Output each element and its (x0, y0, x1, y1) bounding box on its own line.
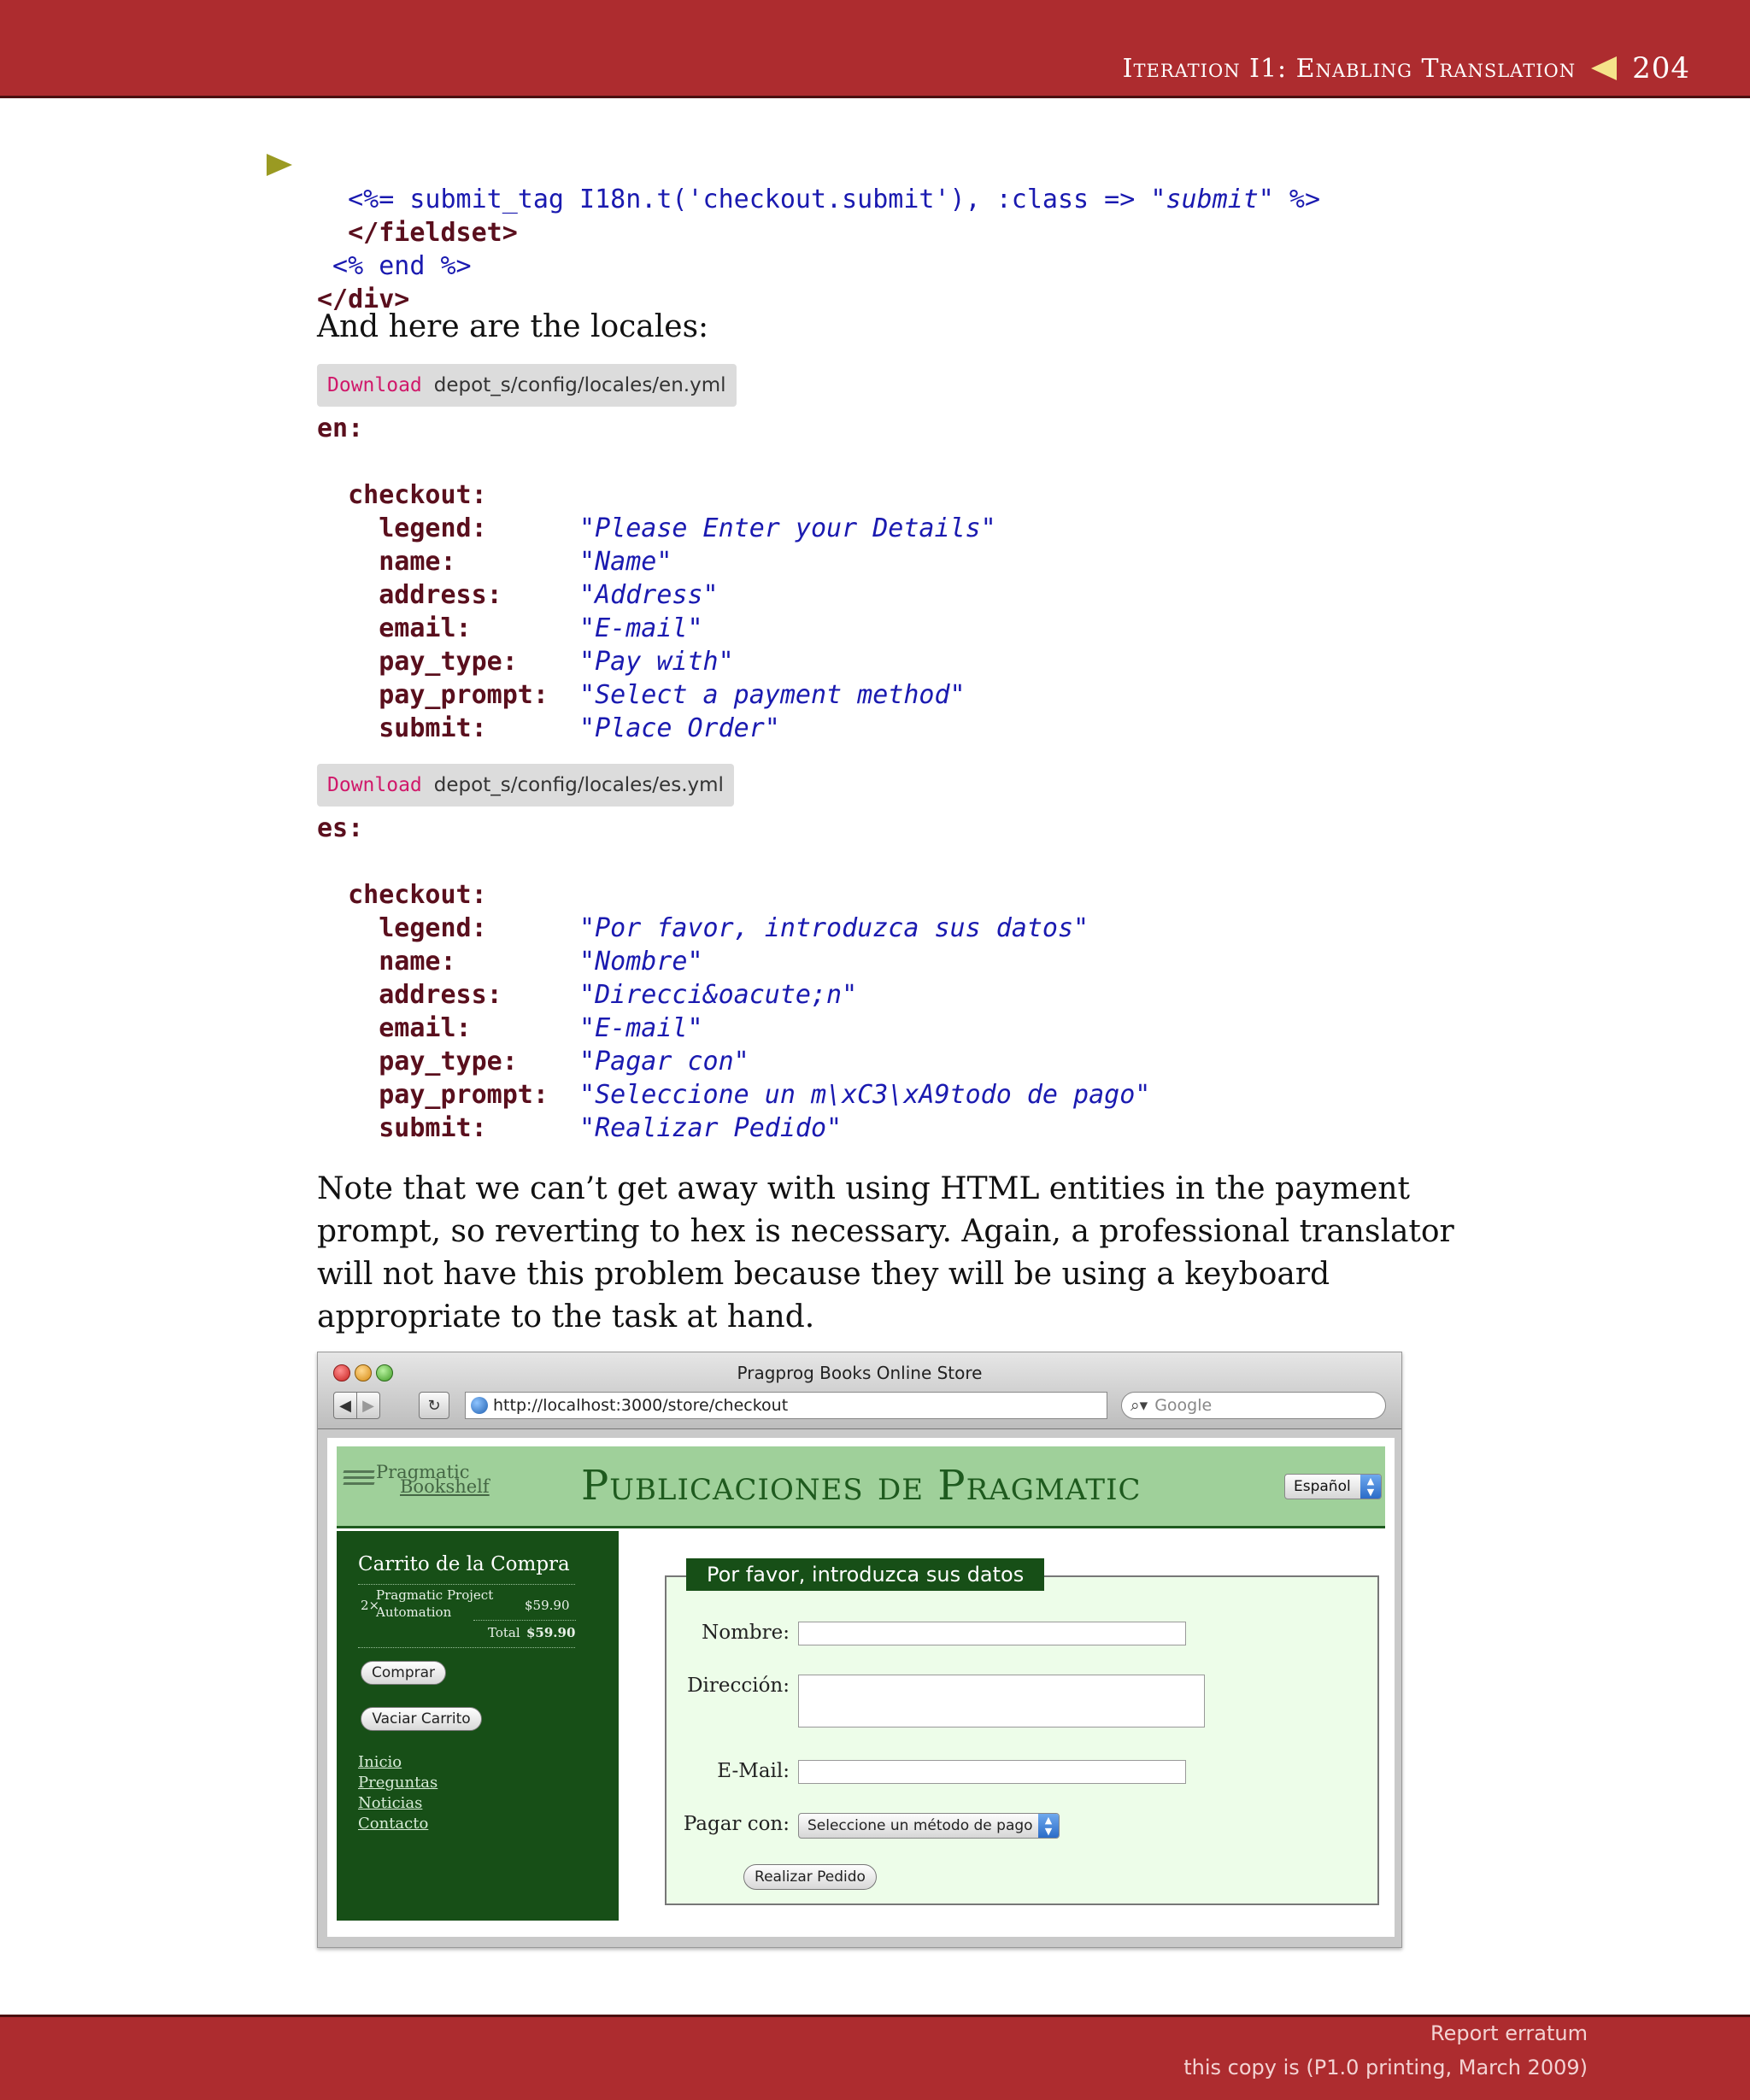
logo-line: Bookshelf (400, 1476, 490, 1497)
download-path[interactable]: depot_s/config/locales/en.yml (433, 374, 726, 396)
yaml-value: "Seleccione un m\xC3\xA9todo de pago" (579, 1080, 1151, 1110)
code-line: </div> (317, 284, 410, 314)
book-icon (344, 1470, 374, 1494)
download-label[interactable]: Download (327, 374, 422, 396)
yaml-entry (317, 978, 1150, 1012)
store-banner (337, 1446, 1385, 1528)
divider (358, 1584, 575, 1585)
cart-title: Carrito de la Compra (358, 1553, 570, 1575)
nav-link-inicio[interactable]: Inicio (358, 1753, 402, 1771)
yaml-entry (317, 945, 1150, 978)
address-label: Dirección: (687, 1675, 790, 1697)
yaml-key: email: (379, 613, 472, 643)
previous-page-icon[interactable] (1591, 56, 1617, 80)
yaml-entry (317, 578, 996, 612)
yaml-entry (317, 1112, 1150, 1145)
yaml-group (317, 478, 996, 512)
yaml-key: checkout: (348, 880, 487, 910)
empty-cart-button[interactable]: Vaciar Carrito (361, 1707, 482, 1731)
cart-item-line: Pragmatic Project (376, 1587, 494, 1603)
report-erratum-link[interactable]: Report erratum (1430, 2021, 1588, 2045)
yaml-value: "Pagar con" (579, 1047, 749, 1076)
language-select[interactable] (1284, 1474, 1382, 1499)
yaml-value: "Direcci&oacute;n" (579, 980, 858, 1010)
nav-link-contacto[interactable]: Contacto (358, 1815, 429, 1833)
checkout-button[interactable]: Comprar (361, 1661, 446, 1685)
url-text[interactable]: http://localhost:3000/store/checkout (493, 1396, 789, 1415)
yaml-key: es: (317, 813, 364, 843)
cart-item-price: $59.90 (525, 1598, 570, 1613)
yaml-key: pay_type: (379, 1047, 518, 1076)
yaml-key: legend: (379, 913, 487, 943)
address-bar[interactable] (465, 1392, 1107, 1419)
sidebar (337, 1531, 619, 1921)
nav-link-noticias[interactable]: Noticias (358, 1794, 423, 1812)
window-title: Pragprog Books Online Store (737, 1363, 983, 1383)
search-field[interactable] (1121, 1392, 1386, 1419)
intro-text: And here are the locales: (317, 309, 709, 344)
yaml-key: legend: (379, 513, 487, 543)
checkout-form (665, 1563, 1379, 1905)
yaml-key: checkout: (348, 480, 487, 510)
cart-total-label: Total (488, 1625, 520, 1640)
yaml-key: name: (379, 547, 456, 577)
place-order-button[interactable]: Realizar Pedido (743, 1864, 877, 1890)
pay-type-prompt[interactable]: Seleccione un método de pago (807, 1817, 1033, 1834)
yaml-key: pay_prompt: (379, 1080, 549, 1110)
yaml-key: email: (379, 1013, 472, 1043)
download-path[interactable]: depot_s/config/locales/es.yml (433, 774, 724, 796)
name-label: Nombre: (702, 1622, 790, 1644)
yaml-root (317, 812, 1150, 845)
pay-type-label: Pagar con: (683, 1813, 790, 1835)
yaml-group (317, 878, 1150, 912)
yaml-value: "Select a payment method" (579, 680, 966, 710)
search-placeholder: Google (1154, 1396, 1213, 1415)
reload-icon[interactable]: ↻ (419, 1392, 449, 1419)
logo-line: Pragmatic (376, 1462, 470, 1482)
forward-arrow-icon[interactable]: ▶ (356, 1392, 380, 1419)
yaml-value: "E-mail" (579, 613, 703, 643)
code-line: </fieldset> (317, 218, 518, 248)
yaml-value: "Por favor, introduzca sus datos" (579, 913, 1089, 943)
browser-toolbar (318, 1352, 1401, 1429)
divider (358, 1647, 575, 1648)
browser-screenshot (317, 1352, 1402, 1948)
pay-type-select[interactable] (798, 1813, 1060, 1839)
back-arrow-icon[interactable]: ◀ (333, 1392, 357, 1419)
yaml-value: "E-mail" (579, 1013, 703, 1043)
yaml-entry (317, 712, 996, 745)
browser-page (327, 1438, 1395, 1937)
form-legend: Por favor, introduzca sus datos (686, 1558, 1044, 1591)
locale-es-code (317, 812, 1150, 1145)
yaml-entry (317, 912, 1150, 945)
yaml-entry (317, 1078, 1150, 1112)
yaml-key: name: (379, 947, 456, 977)
changed-line-marker-icon (267, 154, 292, 176)
nav-link-preguntas[interactable]: Preguntas (358, 1774, 438, 1792)
select-arrows-icon: ▲ ▼ (1360, 1475, 1381, 1499)
yaml-value: "Place Order" (579, 713, 780, 743)
code-line: <% end %> (317, 251, 472, 281)
yaml-value: "Name" (579, 547, 672, 577)
yaml-key: en: (317, 414, 364, 443)
chapter-title: Iteration I1: Enabling Translation (1122, 53, 1577, 84)
cart-total-value: $59.90 (526, 1625, 576, 1640)
printing-note: this copy is (P1.0 printing, March 2009) (1183, 2056, 1588, 2079)
globe-icon (471, 1397, 488, 1414)
blank-line (317, 845, 1150, 878)
address-textarea[interactable] (798, 1675, 1205, 1728)
cart-qty: 2× (361, 1598, 380, 1613)
download-en-link[interactable] (317, 364, 737, 407)
yaml-value: "Nombre" (579, 947, 703, 977)
yaml-value: "Realizar Pedido" (579, 1113, 843, 1143)
yaml-entry (317, 1012, 1150, 1045)
yaml-entry (317, 612, 996, 645)
yaml-root (317, 412, 996, 445)
download-label[interactable]: Download (327, 774, 422, 796)
yaml-entry (317, 645, 996, 678)
cart-item-line: Automation (376, 1604, 452, 1620)
divider (473, 1620, 576, 1621)
yaml-entry (317, 678, 996, 712)
yaml-key: submit: (379, 1113, 487, 1143)
language-value[interactable]: Español (1294, 1478, 1351, 1495)
email-label: E-Mail: (717, 1760, 790, 1782)
yaml-value: "Address" (579, 580, 719, 610)
page-number: 204 (1632, 51, 1690, 85)
yaml-key: pay_prompt: (379, 680, 549, 710)
email-input[interactable] (798, 1760, 1186, 1784)
download-es-link[interactable] (317, 764, 734, 807)
yaml-entry (317, 545, 996, 578)
search-icon: ⌕▾ (1130, 1396, 1148, 1415)
running-head (1123, 51, 1690, 85)
locale-en-code (317, 412, 996, 745)
select-arrows-icon: ▲ ▼ (1038, 1814, 1059, 1838)
yaml-key: address: (379, 980, 502, 1010)
yaml-key: pay_type: (379, 647, 518, 677)
yaml-entry (317, 1045, 1150, 1078)
yaml-value: "Please Enter your Details" (579, 513, 996, 543)
note-paragraph: Note that we can’t get away with using HTML entities in the payment prompt, so reverting to hex is necessary. Again, a professional translator will not have this problem because they will be using a keyboard appropriate to the task at hand. (317, 1171, 1454, 1334)
blank-line (317, 445, 996, 478)
name-input[interactable] (798, 1622, 1186, 1645)
store-title: Publicaciones de Pragmatic (581, 1462, 1142, 1510)
yaml-entry (317, 512, 996, 545)
store-logo[interactable] (376, 1462, 490, 1497)
yaml-key: address: (379, 580, 502, 610)
yaml-key: submit: (379, 713, 487, 743)
yaml-value: "Pay with" (579, 647, 734, 677)
code-line: <%= submit_tag I18n.t('checkout.submit'), :class => "submit" %> (317, 185, 1321, 214)
